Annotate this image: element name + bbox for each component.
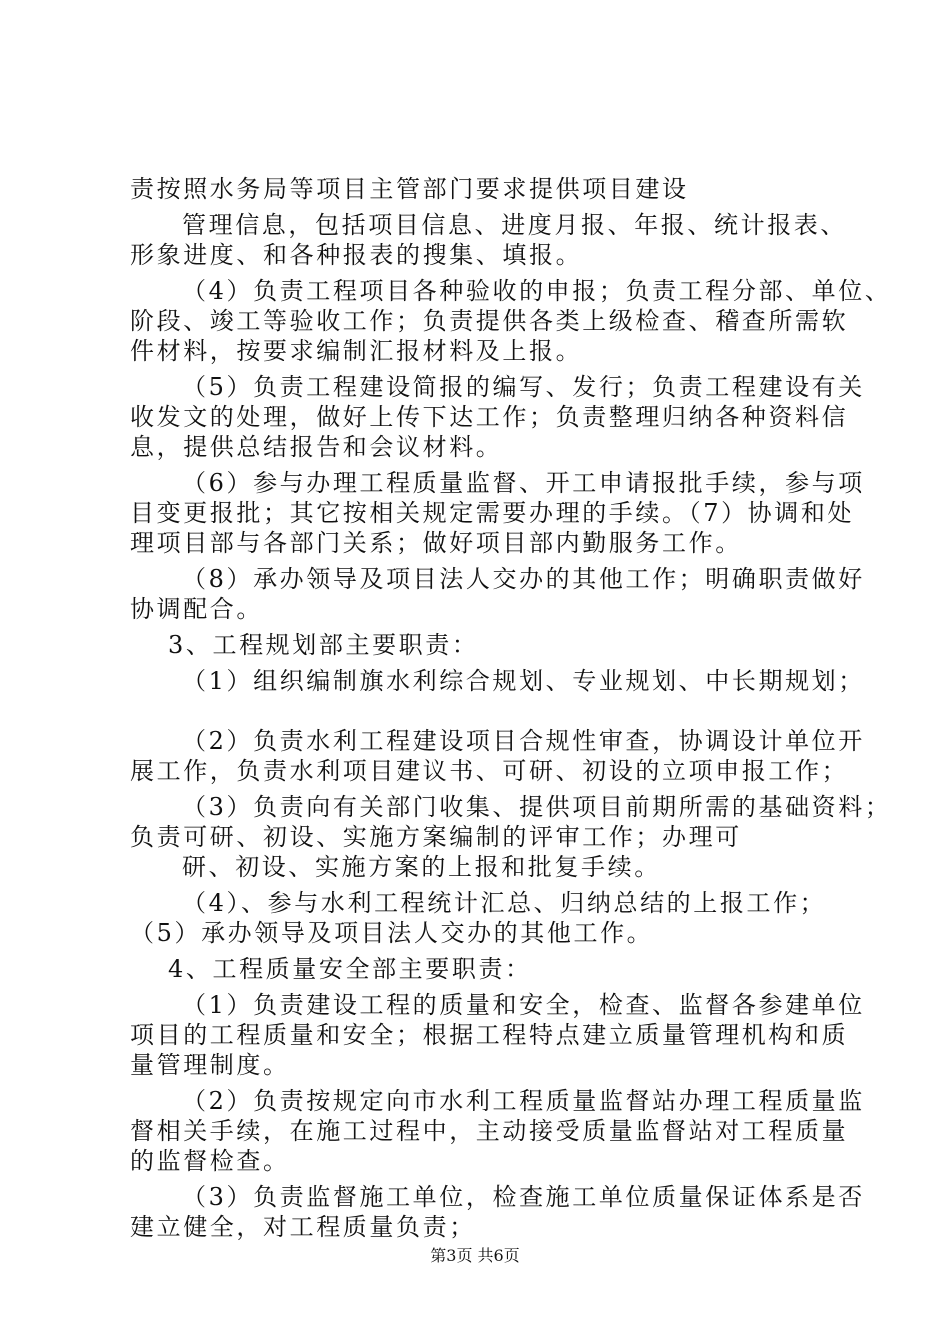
text-line: （1）组织编制旗水利综合规划、专业规划、中长期规划； bbox=[182, 667, 865, 695]
text-line: （4）负责工程项目各种验收的申报；负责工程分部、单位、 bbox=[182, 277, 892, 305]
text-line: 目变更报批；其它按相关规定需要办理的手续。（7）协调和处 bbox=[130, 499, 855, 527]
text-line: 量管理制度。 bbox=[130, 1051, 290, 1079]
text-line: （5）承办领导及项目法人交办的其他工作。 bbox=[130, 919, 654, 947]
section-heading: 4、工程质量安全部主要职责： bbox=[168, 955, 532, 983]
text-line: 责按照水务局等项目主管部门要求提供项目建设 bbox=[130, 175, 689, 203]
text-line: 管理信息，包括项目信息、进度月报、年报、统计报表、 bbox=[182, 211, 847, 239]
text-line: （1）负责建设工程的质量和安全，检查、监督各参建单位 bbox=[182, 991, 865, 1019]
text-line: 研、初设、实施方案的上报和批复手续。 bbox=[182, 853, 661, 881]
text-line: 负责可研、初设、实施方案编制的评审工作；办理可 bbox=[130, 823, 742, 851]
text-line: 阶段、竣工等验收工作；负责提供各类上级检查、稽查所需软 bbox=[130, 307, 849, 335]
text-line: 收发文的处理，做好上传下达工作；负责整理归纳各种资料信 bbox=[130, 403, 849, 431]
text-line: 息，提供总结报告和会议材料。 bbox=[130, 433, 503, 461]
text-line: （8）承办领导及项目法人交办的其他工作；明确职责做好 bbox=[182, 565, 865, 593]
text-line: 督相关手续，在施工过程中，主动接受质量监督站对工程质量 bbox=[130, 1117, 849, 1145]
section-heading: 3、工程规划部主要职责： bbox=[168, 631, 479, 659]
text-line: 件材料，按要求编制汇报材料及上报。 bbox=[130, 337, 583, 365]
text-line: 项目的工程质量和安全；根据工程特点建立质量管理机构和质 bbox=[130, 1021, 849, 1049]
text-line: （3）负责向有关部门收集、提供项目前期所需的基础资料； bbox=[182, 793, 892, 821]
text-line: （3）负责监督施工单位，检查施工单位质量保证体系是否 bbox=[182, 1183, 865, 1211]
text-line: 建立健全，对工程质量负责； bbox=[130, 1213, 476, 1241]
text-line: 的监督检查。 bbox=[130, 1147, 290, 1175]
text-line: （5）负责工程建设简报的编写、发行；负责工程建设有关 bbox=[182, 373, 865, 401]
text-line: （4）、参与水利工程统计汇总、归纳总结的上报工作； bbox=[182, 889, 827, 917]
page-number-footer: 第3页 共6页 bbox=[430, 1246, 520, 1265]
text-line: 协调配合。 bbox=[130, 595, 263, 623]
text-line: （2）负责按规定向市水利工程质量监督站办理工程质量监 bbox=[182, 1087, 865, 1115]
text-line: 形象进度、和各种报表的搜集、填报。 bbox=[130, 241, 583, 269]
text-line: 展工作，负责水利项目建议书、可研、初设的立项申报工作； bbox=[130, 757, 849, 785]
text-line: （6）参与办理工程质量监督、开工申请报批手续，参与项 bbox=[182, 469, 865, 497]
text-line: 理项目部与各部门关系；做好项目部内勤服务工作。 bbox=[130, 529, 742, 557]
text-line: （2）负责水利工程建设项目合规性审查，协调设计单位开 bbox=[182, 727, 865, 755]
